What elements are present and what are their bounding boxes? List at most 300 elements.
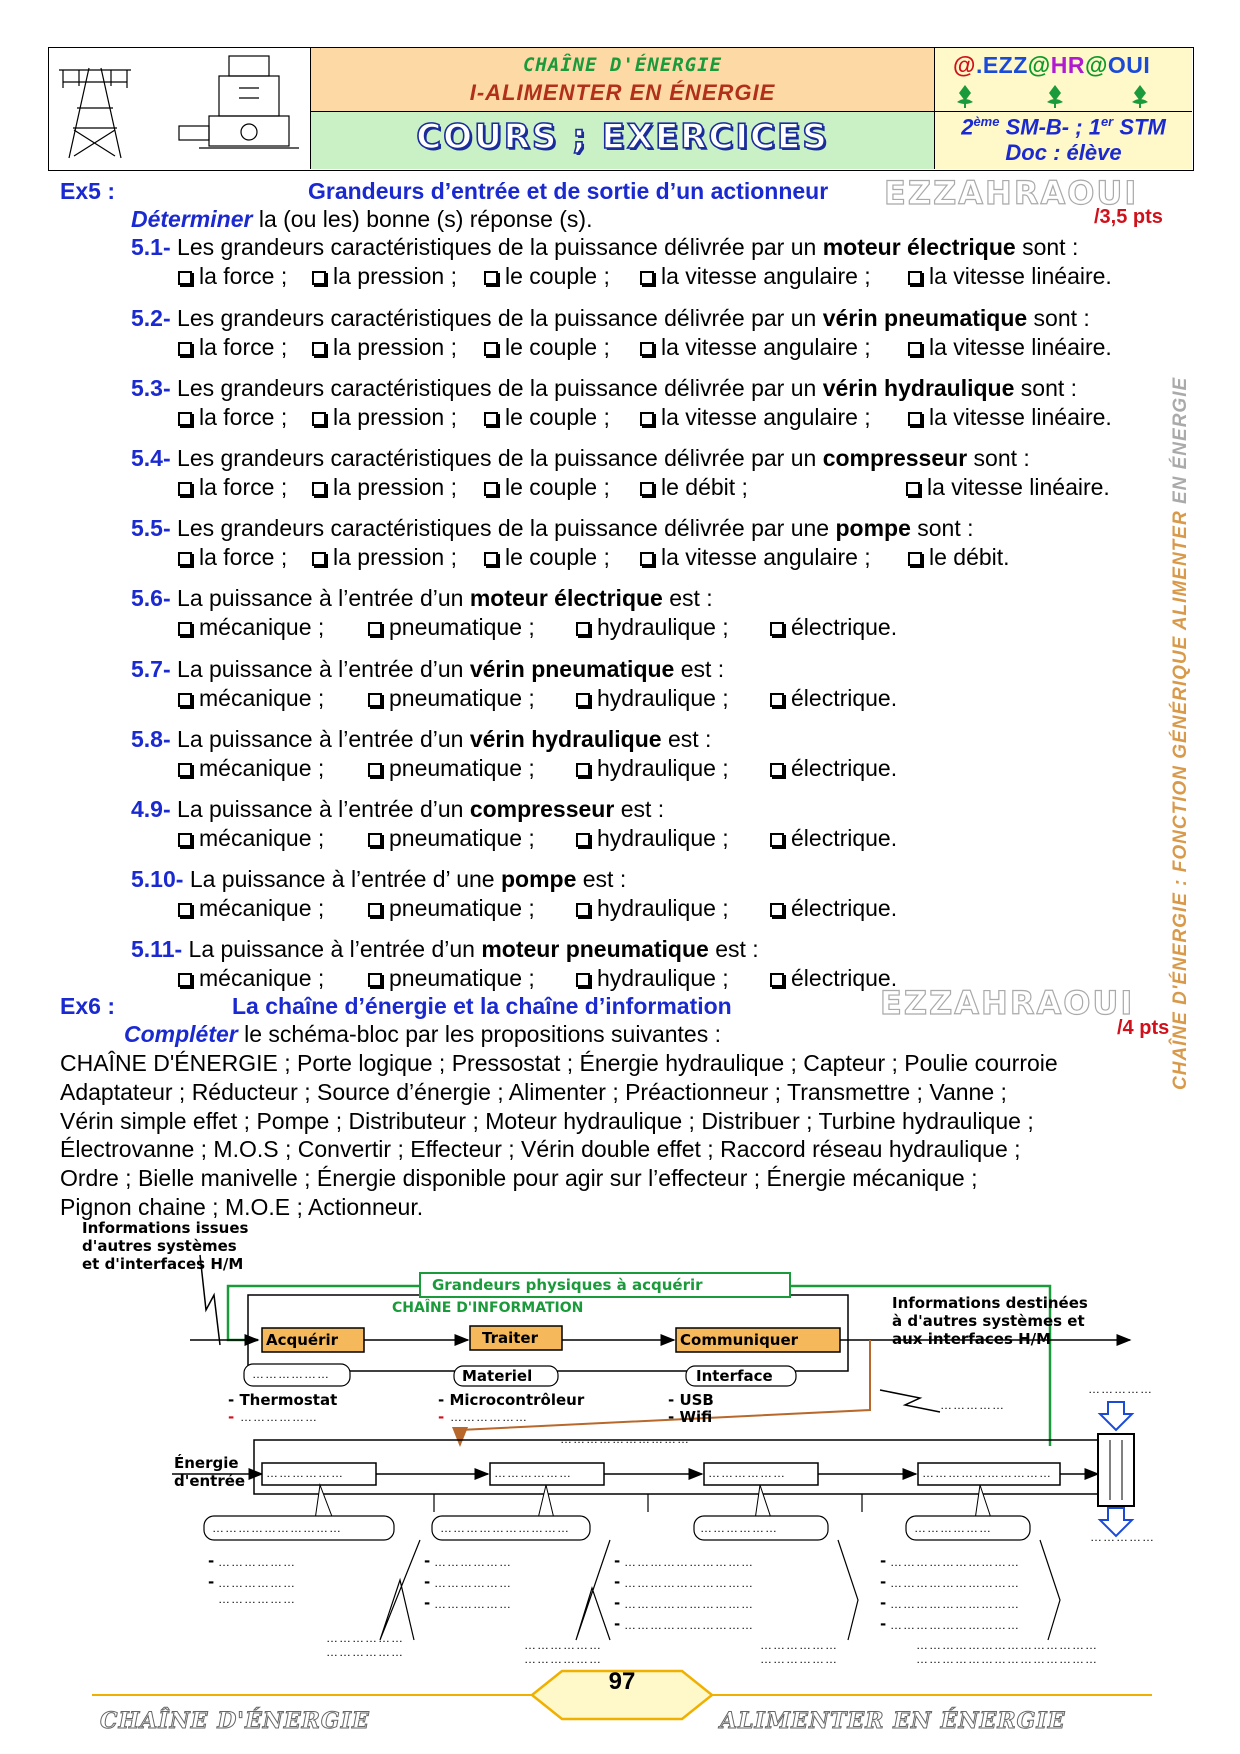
answer-option[interactable]	[770, 685, 897, 711]
checkbox-icon[interactable]	[640, 271, 654, 285]
answer-option[interactable]	[640, 474, 748, 500]
ex6-title: La chaîne d’énergie et la chaîne d’information	[232, 993, 732, 1019]
checkbox-icon[interactable]	[640, 552, 654, 566]
question-num: 5.10-	[131, 866, 184, 892]
ex5-title: Grandeurs d’entrée et de sortie d’un actionneur	[308, 178, 829, 204]
question-post: sont :	[1014, 375, 1078, 401]
ex6-label: Ex6 :	[60, 993, 115, 1019]
option-label: électrique.	[791, 965, 898, 991]
option-label: la vitesse linéaire.	[929, 263, 1112, 289]
question-post: est :	[614, 796, 665, 822]
answer-option[interactable]	[908, 334, 1112, 360]
option-label: électrique.	[791, 755, 898, 781]
brand-name	[953, 52, 1192, 79]
checkbox-icon[interactable]	[770, 763, 784, 777]
checkbox-icon[interactable]	[178, 693, 192, 707]
option-label: le couple ;	[505, 544, 610, 570]
blank-line: ………………	[266, 1466, 344, 1480]
checkbox-icon[interactable]	[770, 693, 784, 707]
checkbox-icon[interactable]	[908, 412, 922, 426]
effector-box	[1098, 1434, 1134, 1506]
checkbox-icon[interactable]	[484, 552, 498, 566]
checkbox-icon[interactable]	[484, 342, 498, 356]
answer-option[interactable]	[576, 755, 729, 781]
header-level-cell	[935, 112, 1192, 169]
answer-option[interactable]	[484, 263, 610, 289]
option-label: le couple ;	[505, 404, 610, 430]
proposition-line: CHAÎNE D'ÉNERGIE ; Porte logique ; Pressostat ; Énergie hydraulique ; Capteur ; Poulie courroie	[60, 1050, 1058, 1076]
option-label: le couple ;	[505, 334, 610, 360]
question-text	[131, 375, 1077, 401]
option-label: pneumatique ;	[389, 614, 535, 640]
grandeurs-label: Grandeurs physiques à acquérir	[432, 1276, 703, 1294]
blank-line: ………………	[524, 1652, 602, 1666]
checkbox-icon[interactable]	[368, 973, 382, 987]
checkbox-icon[interactable]	[576, 973, 590, 987]
watermark-ezzahraoui: EZZAHRAOUI	[884, 174, 1139, 212]
question-bold: moteur électrique	[469, 585, 663, 611]
list-dash: -	[880, 1594, 887, 1612]
checkbox-icon[interactable]	[368, 833, 382, 847]
option-label: mécanique ;	[199, 685, 325, 711]
checkbox-icon[interactable]	[178, 482, 192, 496]
question-pre: La puissance à l’entrée d’un	[170, 796, 470, 822]
list-dash: -	[880, 1573, 887, 1591]
option-label: la force ;	[199, 404, 288, 430]
blank-line: …………………………	[922, 1466, 1052, 1480]
checkbox-icon[interactable]	[368, 763, 382, 777]
checkbox-icon[interactable]	[576, 903, 590, 917]
interface-label: Interface	[696, 1367, 773, 1385]
question-text	[131, 866, 626, 892]
question-num: 5.5-	[131, 515, 171, 541]
answer-option[interactable]	[368, 965, 535, 991]
blank-line: ………………	[434, 1576, 512, 1590]
blank-line: ………………	[218, 1592, 296, 1606]
blank-dash: -	[438, 1408, 445, 1426]
blank-line: ………………	[434, 1597, 512, 1611]
brand-part: @	[1027, 52, 1051, 78]
option-label: électrique.	[791, 825, 898, 851]
answer-option[interactable]	[484, 544, 610, 570]
list-dash: -	[208, 1552, 215, 1570]
option-label: la vitesse linéaire.	[929, 334, 1112, 360]
option-label: électrique.	[791, 895, 898, 921]
question-num: 5.7-	[131, 656, 171, 682]
option-label: la vitesse angulaire ;	[661, 544, 871, 570]
option-label: hydraulique ;	[597, 825, 729, 851]
answer-option[interactable]	[906, 474, 1110, 500]
answer-option[interactable]	[576, 965, 729, 991]
list-dash: -	[424, 1594, 431, 1612]
option-label: pneumatique ;	[389, 895, 535, 921]
option-label: la vitesse linéaire.	[927, 474, 1110, 500]
option-label: hydraulique ;	[597, 685, 729, 711]
energie-entree-label-2: d'entrée	[174, 1472, 246, 1490]
question-bold: compresseur	[469, 796, 615, 822]
blank-line: ………………	[218, 1555, 296, 1569]
option-label: la vitesse angulaire ;	[661, 404, 871, 430]
option-label: la force ;	[199, 474, 288, 500]
checkbox-icon[interactable]	[908, 342, 922, 356]
answer-option[interactable]	[312, 263, 457, 289]
materiel-label: Materiel	[462, 1367, 533, 1385]
level-part: STM	[1113, 114, 1166, 140]
answer-option[interactable]	[368, 825, 535, 851]
option-label: hydraulique ;	[597, 965, 729, 991]
question-pre: La puissance à l’entrée d’un	[170, 726, 470, 752]
answer-option[interactable]	[640, 334, 871, 360]
blank-line: ………………	[914, 1521, 992, 1535]
checkbox-icon[interactable]	[576, 622, 590, 636]
instruction-verb: Déterminer	[131, 206, 253, 232]
header-table	[48, 47, 1194, 171]
answer-option[interactable]	[484, 404, 610, 430]
checkbox-icon[interactable]	[906, 482, 920, 496]
wireless-bolt	[880, 1390, 940, 1412]
info-in-label-2: d'autres systèmes	[82, 1237, 237, 1255]
question-text	[131, 234, 1078, 260]
answer-option[interactable]	[368, 685, 535, 711]
checkbox-icon[interactable]	[770, 973, 784, 987]
question-num: 4.9-	[131, 796, 171, 822]
list-dash: -	[614, 1573, 621, 1591]
answer-option[interactable]	[908, 263, 1112, 289]
option-label: hydraulique ;	[597, 895, 729, 921]
answer-option[interactable]	[770, 614, 897, 640]
checkbox-icon[interactable]	[640, 342, 654, 356]
list-dash: -	[424, 1573, 431, 1591]
brand-part: .EZZ	[975, 52, 1028, 78]
answer-option[interactable]	[312, 404, 457, 430]
option-label: mécanique ;	[199, 895, 325, 921]
proposition-line: Ordre ; Bielle manivelle ; Énergie disponible pour agir sur l’effecteur ; Énergie mécanique ;	[60, 1165, 978, 1191]
answer-option[interactable]	[640, 544, 871, 570]
question-bold: vérin hydraulique	[469, 726, 662, 752]
option-label: hydraulique ;	[597, 755, 729, 781]
option-label: la force ;	[199, 544, 288, 570]
answer-option[interactable]	[484, 474, 610, 500]
blank-line: ……………………………………	[916, 1652, 1098, 1666]
proposition-line: Pignon chaine ; M.O.E ; Actionneur.	[60, 1194, 424, 1220]
answer-option[interactable]	[178, 825, 324, 851]
answer-option[interactable]	[640, 404, 871, 430]
list-dash: -	[614, 1552, 621, 1570]
answer-option[interactable]	[312, 334, 457, 360]
answer-option[interactable]	[178, 685, 324, 711]
checkbox-icon[interactable]	[312, 271, 326, 285]
option-label: mécanique ;	[199, 755, 325, 781]
checkbox-icon[interactable]	[178, 833, 192, 847]
instruction-rest: la (ou les) bonne (s) réponse (s).	[252, 206, 593, 232]
brand-part: OUI	[1107, 52, 1151, 78]
answer-option[interactable]	[178, 755, 324, 781]
answer-option[interactable]	[770, 895, 897, 921]
question-num: 5.8-	[131, 726, 171, 752]
cours-exercices-title: COURS ; EXERCICES	[416, 117, 829, 157]
checkbox-icon[interactable]	[908, 552, 922, 566]
question-pre: La puissance à l’entrée d’ une	[183, 866, 501, 892]
answer-option[interactable]	[178, 895, 324, 921]
question-post: est :	[708, 936, 759, 962]
blank-line: …………………………	[890, 1555, 1020, 1569]
question-num: 5.3-	[131, 375, 171, 401]
answer-option[interactable]	[312, 474, 457, 500]
blank-line: ………………	[326, 1645, 404, 1659]
checkbox-icon[interactable]	[576, 693, 590, 707]
side-vertical-text	[1170, 377, 1192, 1090]
checkbox-icon[interactable]	[312, 552, 326, 566]
instruction-verb: Compléter	[124, 1021, 238, 1047]
answer-option[interactable]	[576, 825, 729, 851]
checkbox-icon[interactable]	[178, 271, 192, 285]
checkbox-icon[interactable]	[908, 271, 922, 285]
checkbox-icon[interactable]	[484, 412, 498, 426]
answer-option[interactable]	[312, 544, 457, 570]
option-label: pneumatique ;	[389, 825, 535, 851]
blank-line: ………………	[524, 1638, 602, 1652]
question-text	[131, 445, 1030, 471]
blank-line: …………………………	[624, 1597, 754, 1611]
blank-line: ………………	[708, 1466, 786, 1480]
question-num: 5.2-	[131, 305, 171, 331]
question-bold: vérin pneumatique	[822, 305, 1028, 331]
side-text-a: CHAÎNE D'ÉNERGIE : FONCTION GÉNÉRIQUE ALIMENTER	[1170, 510, 1191, 1090]
question-pre: Les grandeurs caractéristiques de la puissance délivrée par un	[170, 375, 823, 401]
checkbox-icon[interactable]	[576, 833, 590, 847]
page-number: 97	[608, 1668, 636, 1695]
question-post: est :	[662, 585, 713, 611]
ex6-points: /4 pts	[1117, 1017, 1170, 1039]
answer-option[interactable]	[770, 755, 897, 781]
doc-label: Doc : élève	[1005, 140, 1122, 166]
question-bold: pompe	[500, 866, 577, 892]
blank-line: …………………………	[624, 1555, 754, 1569]
option-label: pneumatique ;	[389, 755, 535, 781]
question-bold: moteur électrique	[822, 234, 1016, 260]
option-label: la force ;	[199, 263, 288, 289]
info-out-label-2: à d'autres systèmes et	[892, 1312, 1085, 1330]
arrow-down-icon	[1100, 1402, 1132, 1430]
header-logo-cell	[49, 48, 311, 169]
ex5-points: /3,5 pts	[1094, 206, 1163, 228]
blank-line: ………………	[700, 1521, 778, 1535]
section-title: I-ALIMENTER EN ÉNERGIE	[469, 80, 776, 105]
proposition-line: Vérin simple effet ; Pompe ; Distributeur ; Moteur hydraulique ; Distribuer ; Turbine hydraulique ;	[60, 1108, 1034, 1134]
answer-option[interactable]	[178, 474, 287, 500]
watermark-ezzahraoui: EZZAHRAOUI	[880, 984, 1135, 1022]
answer-option[interactable]	[368, 614, 535, 640]
question-num: 5.4-	[131, 445, 171, 471]
option-label: mécanique ;	[199, 965, 325, 991]
checkbox-icon[interactable]	[368, 693, 382, 707]
blank-dash: -	[228, 1408, 235, 1426]
question-pre: Les grandeurs caractéristiques de la puissance délivrée par un	[170, 445, 823, 471]
header-chain-cell	[311, 48, 935, 112]
answer-option[interactable]	[576, 685, 729, 711]
brand-part: @	[1084, 52, 1108, 78]
chain-title: CHAÎNE D'ÉNERGIE	[522, 54, 723, 76]
answer-option[interactable]	[178, 263, 287, 289]
blank-line: …………………………	[560, 1432, 690, 1446]
checkbox-icon[interactable]	[178, 622, 192, 636]
footer-right-title: ALIMENTER EN ÉNERGIE	[720, 1708, 1066, 1734]
question-pre: Les grandeurs caractéristiques de la puissance délivrée par un	[170, 305, 823, 331]
question-bold: compresseur	[822, 445, 968, 471]
info-in-label-3: et d'interfaces H/M	[82, 1255, 244, 1273]
answer-option[interactable]	[576, 895, 729, 921]
proposition-line: Adaptateur ; Réducteur ; Source d’énergie ; Alimenter ; Préactionneur ; Transmettre ; Vanne ;	[60, 1079, 1007, 1105]
level-sup: er	[1100, 114, 1114, 129]
blank-line: ………………	[252, 1367, 330, 1381]
option-label: la pression ;	[333, 544, 458, 570]
question-text	[131, 796, 664, 822]
question-text	[131, 936, 759, 962]
question-post: sont :	[1015, 234, 1079, 260]
communiquer-label: Communiquer	[680, 1331, 799, 1349]
checkbox-icon[interactable]	[770, 833, 784, 847]
instruction-rest: le schéma-bloc par les propositions suivantes :	[237, 1021, 721, 1047]
checkbox-icon[interactable]	[368, 622, 382, 636]
checkbox-icon[interactable]	[312, 342, 326, 356]
option-label: la vitesse angulaire ;	[661, 334, 871, 360]
checkbox-icon[interactable]	[178, 412, 192, 426]
blank-line: …………………………	[890, 1576, 1020, 1590]
option-label: mécanique ;	[199, 825, 325, 851]
answer-option[interactable]	[178, 404, 287, 430]
checkbox-icon[interactable]	[178, 973, 192, 987]
header-cours-cell	[311, 112, 935, 169]
answer-option[interactable]	[178, 334, 287, 360]
question-post: est :	[674, 656, 725, 682]
answer-option[interactable]	[770, 965, 897, 991]
level-part: SM-B- ; 1	[999, 114, 1101, 140]
blank-line: ………………	[218, 1576, 296, 1590]
answer-option[interactable]	[908, 404, 1112, 430]
question-text	[131, 515, 974, 541]
side-text-b: EN ÉNERGIE	[1170, 376, 1191, 511]
question-bold: vérin pneumatique	[469, 656, 675, 682]
list-dash: -	[880, 1615, 887, 1633]
answer-option[interactable]	[770, 825, 897, 851]
info-out-label-1: Informations destinées	[892, 1294, 1088, 1312]
checkbox-icon[interactable]	[484, 271, 498, 285]
info-out-label-3: aux interfaces H/M	[892, 1330, 1052, 1348]
blank-line: …………………………	[890, 1618, 1020, 1632]
answer-option[interactable]	[484, 334, 610, 360]
option-label: la pression ;	[333, 474, 458, 500]
wifi-label: - Wifi	[668, 1408, 713, 1426]
option-label: la pression ;	[333, 263, 458, 289]
checkbox-icon[interactable]	[178, 903, 192, 917]
blank-line: ………………	[326, 1631, 404, 1645]
pylon-motor-illustration	[49, 48, 307, 166]
blank-line: ……………………………………	[916, 1638, 1098, 1652]
checkbox-icon[interactable]	[368, 903, 382, 917]
question-bold: moteur pneumatique	[481, 936, 709, 962]
ex5-instruction	[131, 206, 592, 232]
answer-option[interactable]	[908, 544, 1010, 570]
option-label: pneumatique ;	[389, 685, 535, 711]
question-num: 5.11-	[131, 936, 183, 962]
question-bold: vérin hydraulique	[822, 375, 1015, 401]
option-label: la force ;	[199, 334, 288, 360]
answer-option[interactable]	[368, 895, 535, 921]
usb-label: - USB	[668, 1391, 714, 1409]
option-label: la vitesse linéaire.	[929, 404, 1112, 430]
checkbox-icon[interactable]	[576, 763, 590, 777]
option-label: électrique.	[791, 614, 898, 640]
answer-option[interactable]	[576, 614, 729, 640]
answer-option[interactable]	[368, 755, 535, 781]
checkbox-icon[interactable]	[484, 482, 498, 496]
acquerir-label: Acquérir	[266, 1331, 339, 1349]
question-num: 5.1-	[131, 234, 171, 260]
chaine-information-label: CHAÎNE D'INFORMATION	[392, 1300, 584, 1316]
question-text	[131, 656, 724, 682]
checkbox-icon[interactable]	[312, 412, 326, 426]
level-part: 2	[961, 114, 974, 140]
option-label: le débit ;	[661, 474, 748, 500]
question-pre: Les grandeurs caractéristiques de la puissance délivrée par une	[170, 515, 836, 541]
answer-option[interactable]	[178, 544, 287, 570]
option-label: mécanique ;	[199, 614, 325, 640]
question-post: est :	[661, 726, 712, 752]
option-label: le couple ;	[505, 474, 610, 500]
level-label	[935, 114, 1192, 140]
checkbox-icon[interactable]	[640, 482, 654, 496]
blank-line: ………………	[434, 1555, 512, 1569]
answer-option[interactable]	[178, 614, 324, 640]
blank-line: …………………………	[440, 1521, 570, 1535]
question-post: sont :	[910, 515, 974, 541]
checkbox-icon[interactable]	[312, 482, 326, 496]
question-pre: La puissance à l’entrée d’un	[182, 936, 482, 962]
answer-option[interactable]	[178, 965, 324, 991]
checkbox-icon[interactable]	[178, 552, 192, 566]
answer-option[interactable]	[640, 263, 871, 289]
checkbox-icon[interactable]	[178, 763, 192, 777]
question-pre: La puissance à l’entrée d’un	[170, 656, 470, 682]
ex5-label: Ex5 :	[60, 178, 115, 204]
info-in-label-1: Informations issues	[82, 1219, 249, 1237]
blank-line: …………………………	[624, 1618, 754, 1632]
thermostat-label: - Thermostat	[228, 1391, 338, 1409]
option-label: pneumatique ;	[389, 965, 535, 991]
checkbox-icon[interactable]	[178, 342, 192, 356]
option-label: la pression ;	[333, 334, 458, 360]
checkbox-icon[interactable]	[640, 412, 654, 426]
energie-entree-label-1: Énergie	[174, 1454, 239, 1472]
list-dash: -	[424, 1552, 431, 1570]
proposition-line: Électrovanne ; M.O.S ; Convertir ; Effecteur ; Vérin double effet ; Raccord réseau hydraulique ;	[60, 1136, 1021, 1162]
option-label: électrique.	[791, 685, 898, 711]
checkbox-icon[interactable]	[770, 622, 784, 636]
list-dash: -	[208, 1573, 215, 1591]
option-label: le couple ;	[505, 263, 610, 289]
blank-line: …………………………	[624, 1576, 754, 1590]
question-pre: La puissance à l’entrée d’un	[170, 585, 470, 611]
blank-line: ………………	[240, 1410, 318, 1424]
blank-line: ………………	[494, 1466, 572, 1480]
question-text	[131, 305, 1090, 331]
microcontroleur-label: - Microcontrôleur	[438, 1391, 585, 1409]
footer-left-title: CHAÎNE D'ÉNERGIE	[100, 1708, 370, 1734]
checkbox-icon[interactable]	[770, 903, 784, 917]
question-text	[131, 726, 711, 752]
traiter-label: Traiter	[482, 1329, 538, 1347]
list-dash: -	[614, 1615, 621, 1633]
